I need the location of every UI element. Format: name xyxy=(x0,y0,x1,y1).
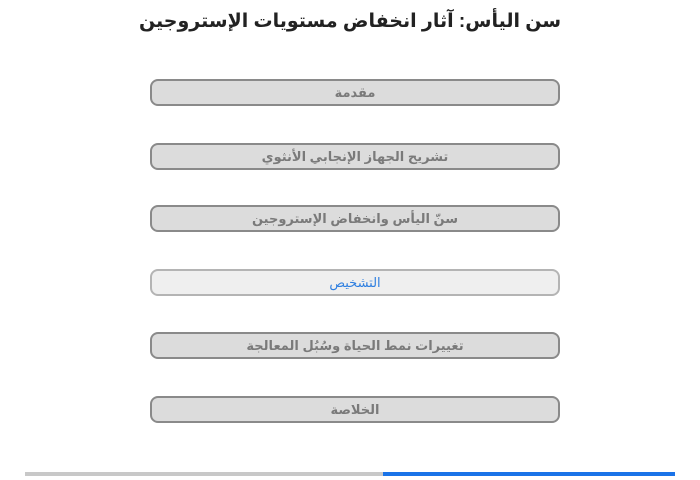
section-button-diagnosis[interactable]: التشخيص xyxy=(150,269,560,296)
progress-bar-fill xyxy=(383,472,676,476)
section-button-introduction[interactable]: مقدمة xyxy=(150,79,560,106)
section-navigation xyxy=(150,79,560,423)
section-button-conclusion[interactable]: الخلاصة xyxy=(150,396,560,423)
section-button-menopause-estrogen[interactable]: سنّ اليأس وانخفاض الإستروجين xyxy=(150,205,560,232)
section-button-lifestyle-treatment[interactable]: تغييرات نمط الحياة وسُبُل المعالجة xyxy=(150,332,560,359)
progress-bar xyxy=(25,472,675,476)
section-button-anatomy[interactable]: تشريح الجهاز الإنجابي الأنثوي xyxy=(150,143,560,170)
page-title: سن اليأس: آثار انخفاض مستويات الإستروجين xyxy=(138,11,562,32)
